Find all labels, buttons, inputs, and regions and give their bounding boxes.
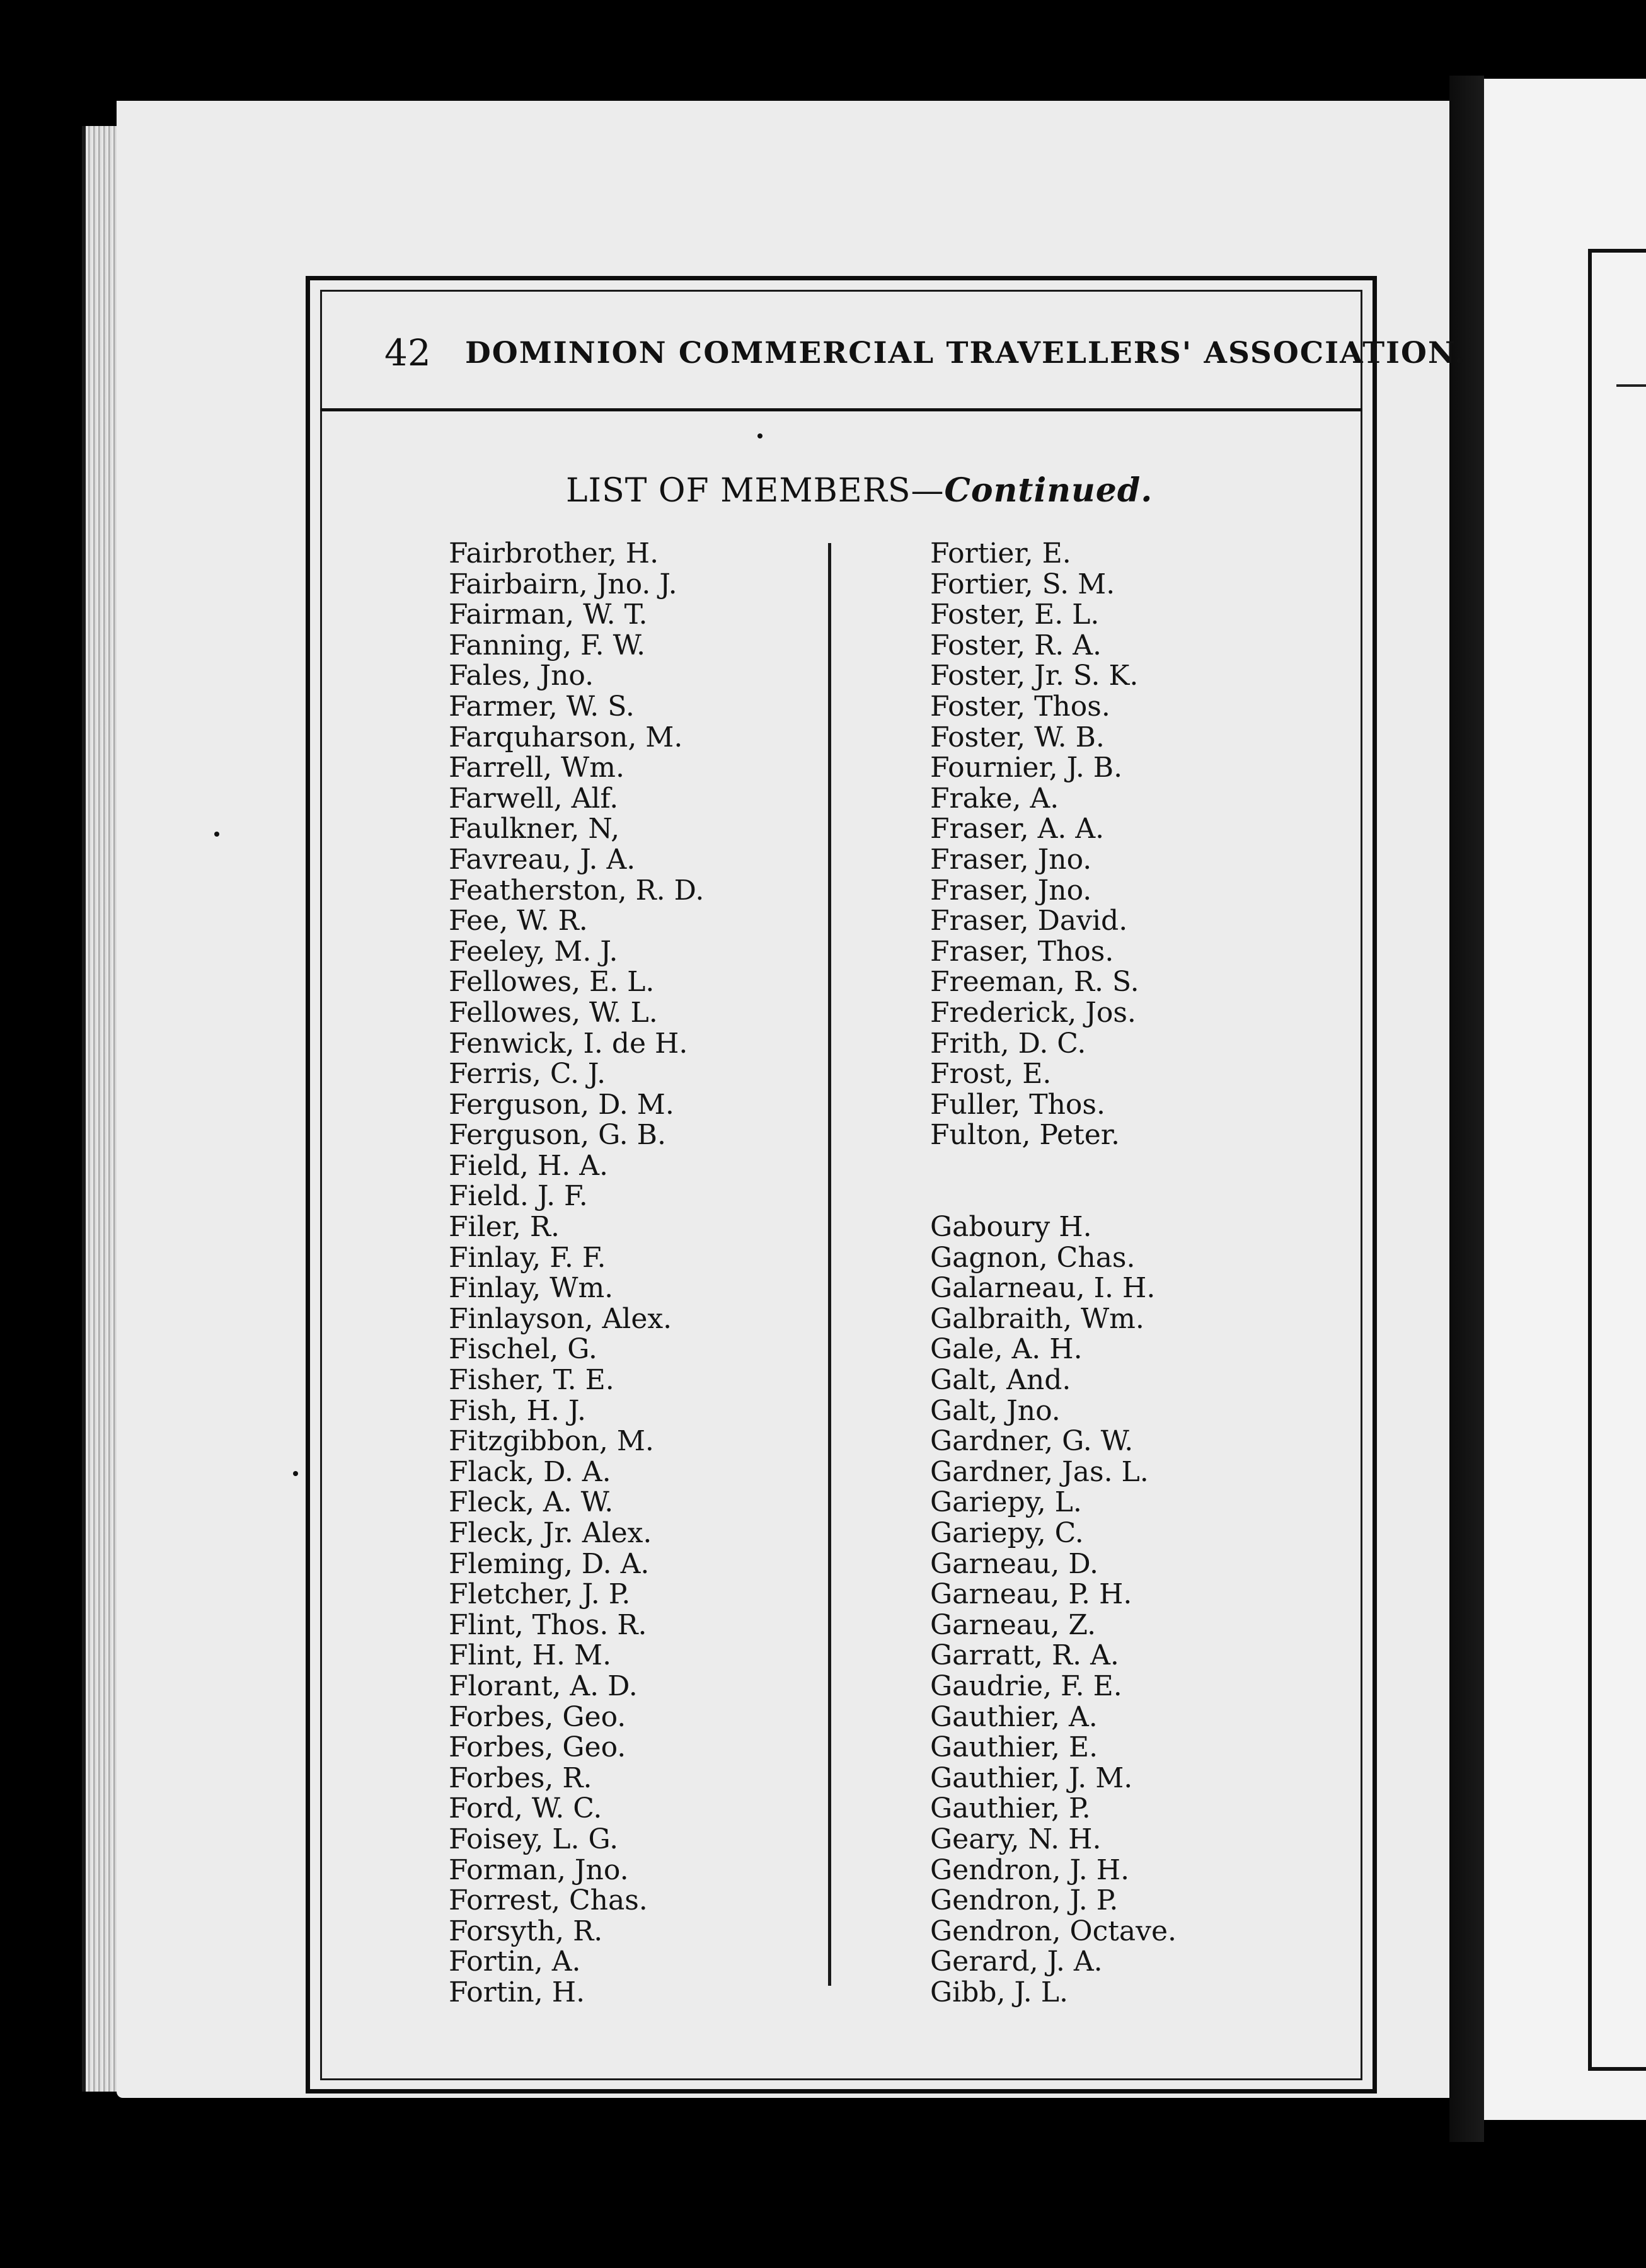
member-name: Fee, W. R. — [449, 905, 588, 937]
member-name: Frith, D. C. — [930, 1027, 1086, 1060]
member-name: Fortin, A. — [449, 1945, 581, 1978]
member-name: Gaudrie, F. E. — [930, 1670, 1122, 1702]
member-name: Frake, A. — [930, 782, 1059, 815]
member-name: Foisey, L. G. — [449, 1823, 619, 1855]
member-name: Fraser, Jno. — [930, 874, 1092, 907]
member-name: Fairbairn, Jno. J. — [449, 568, 677, 600]
member-name: Foster, W. B. — [930, 721, 1105, 753]
member-name: Field. J. F. — [449, 1180, 588, 1213]
member-name: Flack, D. A. — [449, 1455, 611, 1488]
member-name: Fraser, A. A. — [930, 813, 1105, 845]
member-name: Gaboury H. — [930, 1211, 1092, 1244]
print-speck — [293, 1471, 298, 1476]
member-name: Florant, A. D. — [449, 1670, 638, 1702]
member-name: Gendron, J. P. — [930, 1884, 1119, 1917]
member-name: Field, H. A. — [449, 1149, 608, 1182]
print-speck — [214, 832, 219, 837]
member-name: Forman, Jno. — [449, 1853, 629, 1886]
member-name: Garratt, R. A. — [930, 1639, 1119, 1672]
member-name: Gendron, J. H. — [930, 1853, 1130, 1886]
member-name: Gariepy, C. — [930, 1517, 1084, 1549]
facing-page-frame — [1588, 249, 1646, 2071]
member-name: Garneau, Z. — [930, 1608, 1096, 1641]
member-name: Garneau, P. H. — [930, 1578, 1132, 1611]
member-name: Fellowes, E. L. — [449, 966, 655, 999]
column-divider — [828, 543, 831, 1986]
member-name: Fournier, J. B. — [930, 752, 1123, 784]
member-name: Galbraith, Wm. — [930, 1302, 1144, 1335]
member-name: Gardner, Jas. L. — [930, 1455, 1149, 1488]
member-name: Fisher, T. E. — [449, 1364, 614, 1397]
header-rule — [320, 408, 1362, 411]
member-name: Ferguson, D. M. — [449, 1088, 674, 1121]
member-name: Fraser, David. — [930, 905, 1128, 937]
member-name: Gagnon, Chas. — [930, 1241, 1136, 1274]
list-title-continued: Continued. — [944, 471, 1153, 510]
member-name: Garneau, D. — [930, 1547, 1099, 1580]
member-name: Fortin, H. — [449, 1976, 585, 2008]
member-name: Fleck, A. W. — [449, 1486, 614, 1519]
member-name: Forrest, Chas. — [449, 1884, 648, 1917]
member-name: Gendron, Octave. — [930, 1915, 1177, 1947]
member-name: Gariepy, L. — [930, 1486, 1082, 1519]
member-name: Gauthier, E. — [930, 1731, 1098, 1764]
member-name: Freeman, R. S. — [930, 966, 1139, 999]
member-name: Gauthier, P. — [930, 1792, 1091, 1825]
page-number: 42 — [384, 331, 431, 374]
member-name: Fitzgibbon, M. — [449, 1425, 654, 1458]
member-name: Fales, Jno. — [449, 660, 594, 692]
book-gutter — [1449, 76, 1484, 2142]
member-name: Foster, Jr. S. K. — [930, 660, 1139, 692]
member-name: Forbes, Geo. — [449, 1700, 626, 1733]
member-name: Gauthier, A. — [930, 1700, 1098, 1733]
member-name: Flint, Thos. R. — [449, 1608, 647, 1641]
member-name: Fellowes, W. L. — [449, 996, 658, 1029]
member-name: Finlay, F. F. — [449, 1241, 606, 1274]
letter-group-gap — [930, 1151, 1177, 1182]
member-name: Farwell, Alf. — [449, 782, 619, 815]
list-title-main: LIST OF MEMBERS— — [566, 472, 945, 510]
member-name: Faulkner, N, — [449, 813, 620, 845]
member-name: Ferguson, G. B. — [449, 1119, 666, 1152]
member-name: Forsyth, R. — [449, 1915, 603, 1947]
member-name: Forbes, R. — [449, 1761, 592, 1794]
running-head: DOMINION COMMERCIAL TRAVELLERS' ASSOCIATION. — [465, 336, 1466, 370]
member-name: Finlayson, Alex. — [449, 1302, 672, 1335]
member-name: Fleming, D. A. — [449, 1547, 650, 1580]
member-name: Finlay, Wm. — [449, 1272, 614, 1305]
member-name: Fraser, Thos. — [930, 935, 1114, 968]
member-list-left — [449, 539, 704, 2008]
member-name: Fulton, Peter. — [930, 1119, 1120, 1152]
member-name: Foster, Thos. — [930, 690, 1110, 723]
member-name: Fanning, F. W. — [449, 629, 646, 662]
member-name: Fleck, Jr. Alex. — [449, 1517, 652, 1549]
member-name: Fortier, E. — [930, 537, 1071, 570]
member-name: Gibb, J. L. — [930, 1976, 1068, 2008]
member-name: Featherston, R. D. — [449, 874, 705, 907]
member-name: Forbes, Geo. — [449, 1731, 626, 1764]
list-title — [566, 471, 1153, 510]
facing-page-rule — [1616, 384, 1646, 387]
print-speck — [757, 433, 763, 438]
member-name: Gardner, G. W. — [930, 1425, 1134, 1458]
member-name: Ford, W. C. — [449, 1792, 602, 1825]
member-name: Gale, A. H. — [930, 1333, 1083, 1366]
member-name: Geary, N. H. — [930, 1823, 1102, 1855]
member-name: Ferris, C. J. — [449, 1058, 606, 1091]
member-name: Filer, R. — [449, 1211, 560, 1244]
member-name: Frost, E. — [930, 1058, 1052, 1091]
member-name: Fenwick, I. de H. — [449, 1027, 688, 1060]
member-name: Gauthier, J. M. — [930, 1761, 1133, 1794]
member-name: Galt, And. — [930, 1364, 1071, 1397]
member-name: Fraser, Jno. — [930, 843, 1092, 876]
member-name: Fischel, G. — [449, 1333, 597, 1366]
member-list-right — [930, 539, 1177, 2008]
member-name: Foster, R. A. — [930, 629, 1102, 662]
member-name: Galt, Jno. — [930, 1394, 1061, 1427]
letter-group-gap — [930, 1181, 1177, 1212]
member-name: Foster, E. L. — [930, 598, 1100, 631]
member-name: Fairbrother, H. — [449, 537, 659, 570]
member-name: Fish, H. J. — [449, 1394, 587, 1427]
member-name: Favreau, J. A. — [449, 843, 636, 876]
member-name: Frederick, Jos. — [930, 996, 1136, 1029]
member-name: Flint, H. M. — [449, 1639, 612, 1672]
member-name: Galarneau, I. H. — [930, 1272, 1156, 1305]
member-name: Farrell, Wm. — [449, 752, 624, 784]
member-name: Fortier, S. M. — [930, 568, 1115, 600]
member-name: Fairman, W. T. — [449, 598, 648, 631]
member-name: Farquharson, M. — [449, 721, 683, 753]
member-name: Farmer, W. S. — [449, 690, 635, 723]
member-name: Feeley, M. J. — [449, 935, 618, 968]
member-name: Gerard, J. A. — [930, 1945, 1103, 1978]
member-name: Fuller, Thos. — [930, 1088, 1105, 1121]
member-name: Fletcher, J. P. — [449, 1578, 631, 1611]
